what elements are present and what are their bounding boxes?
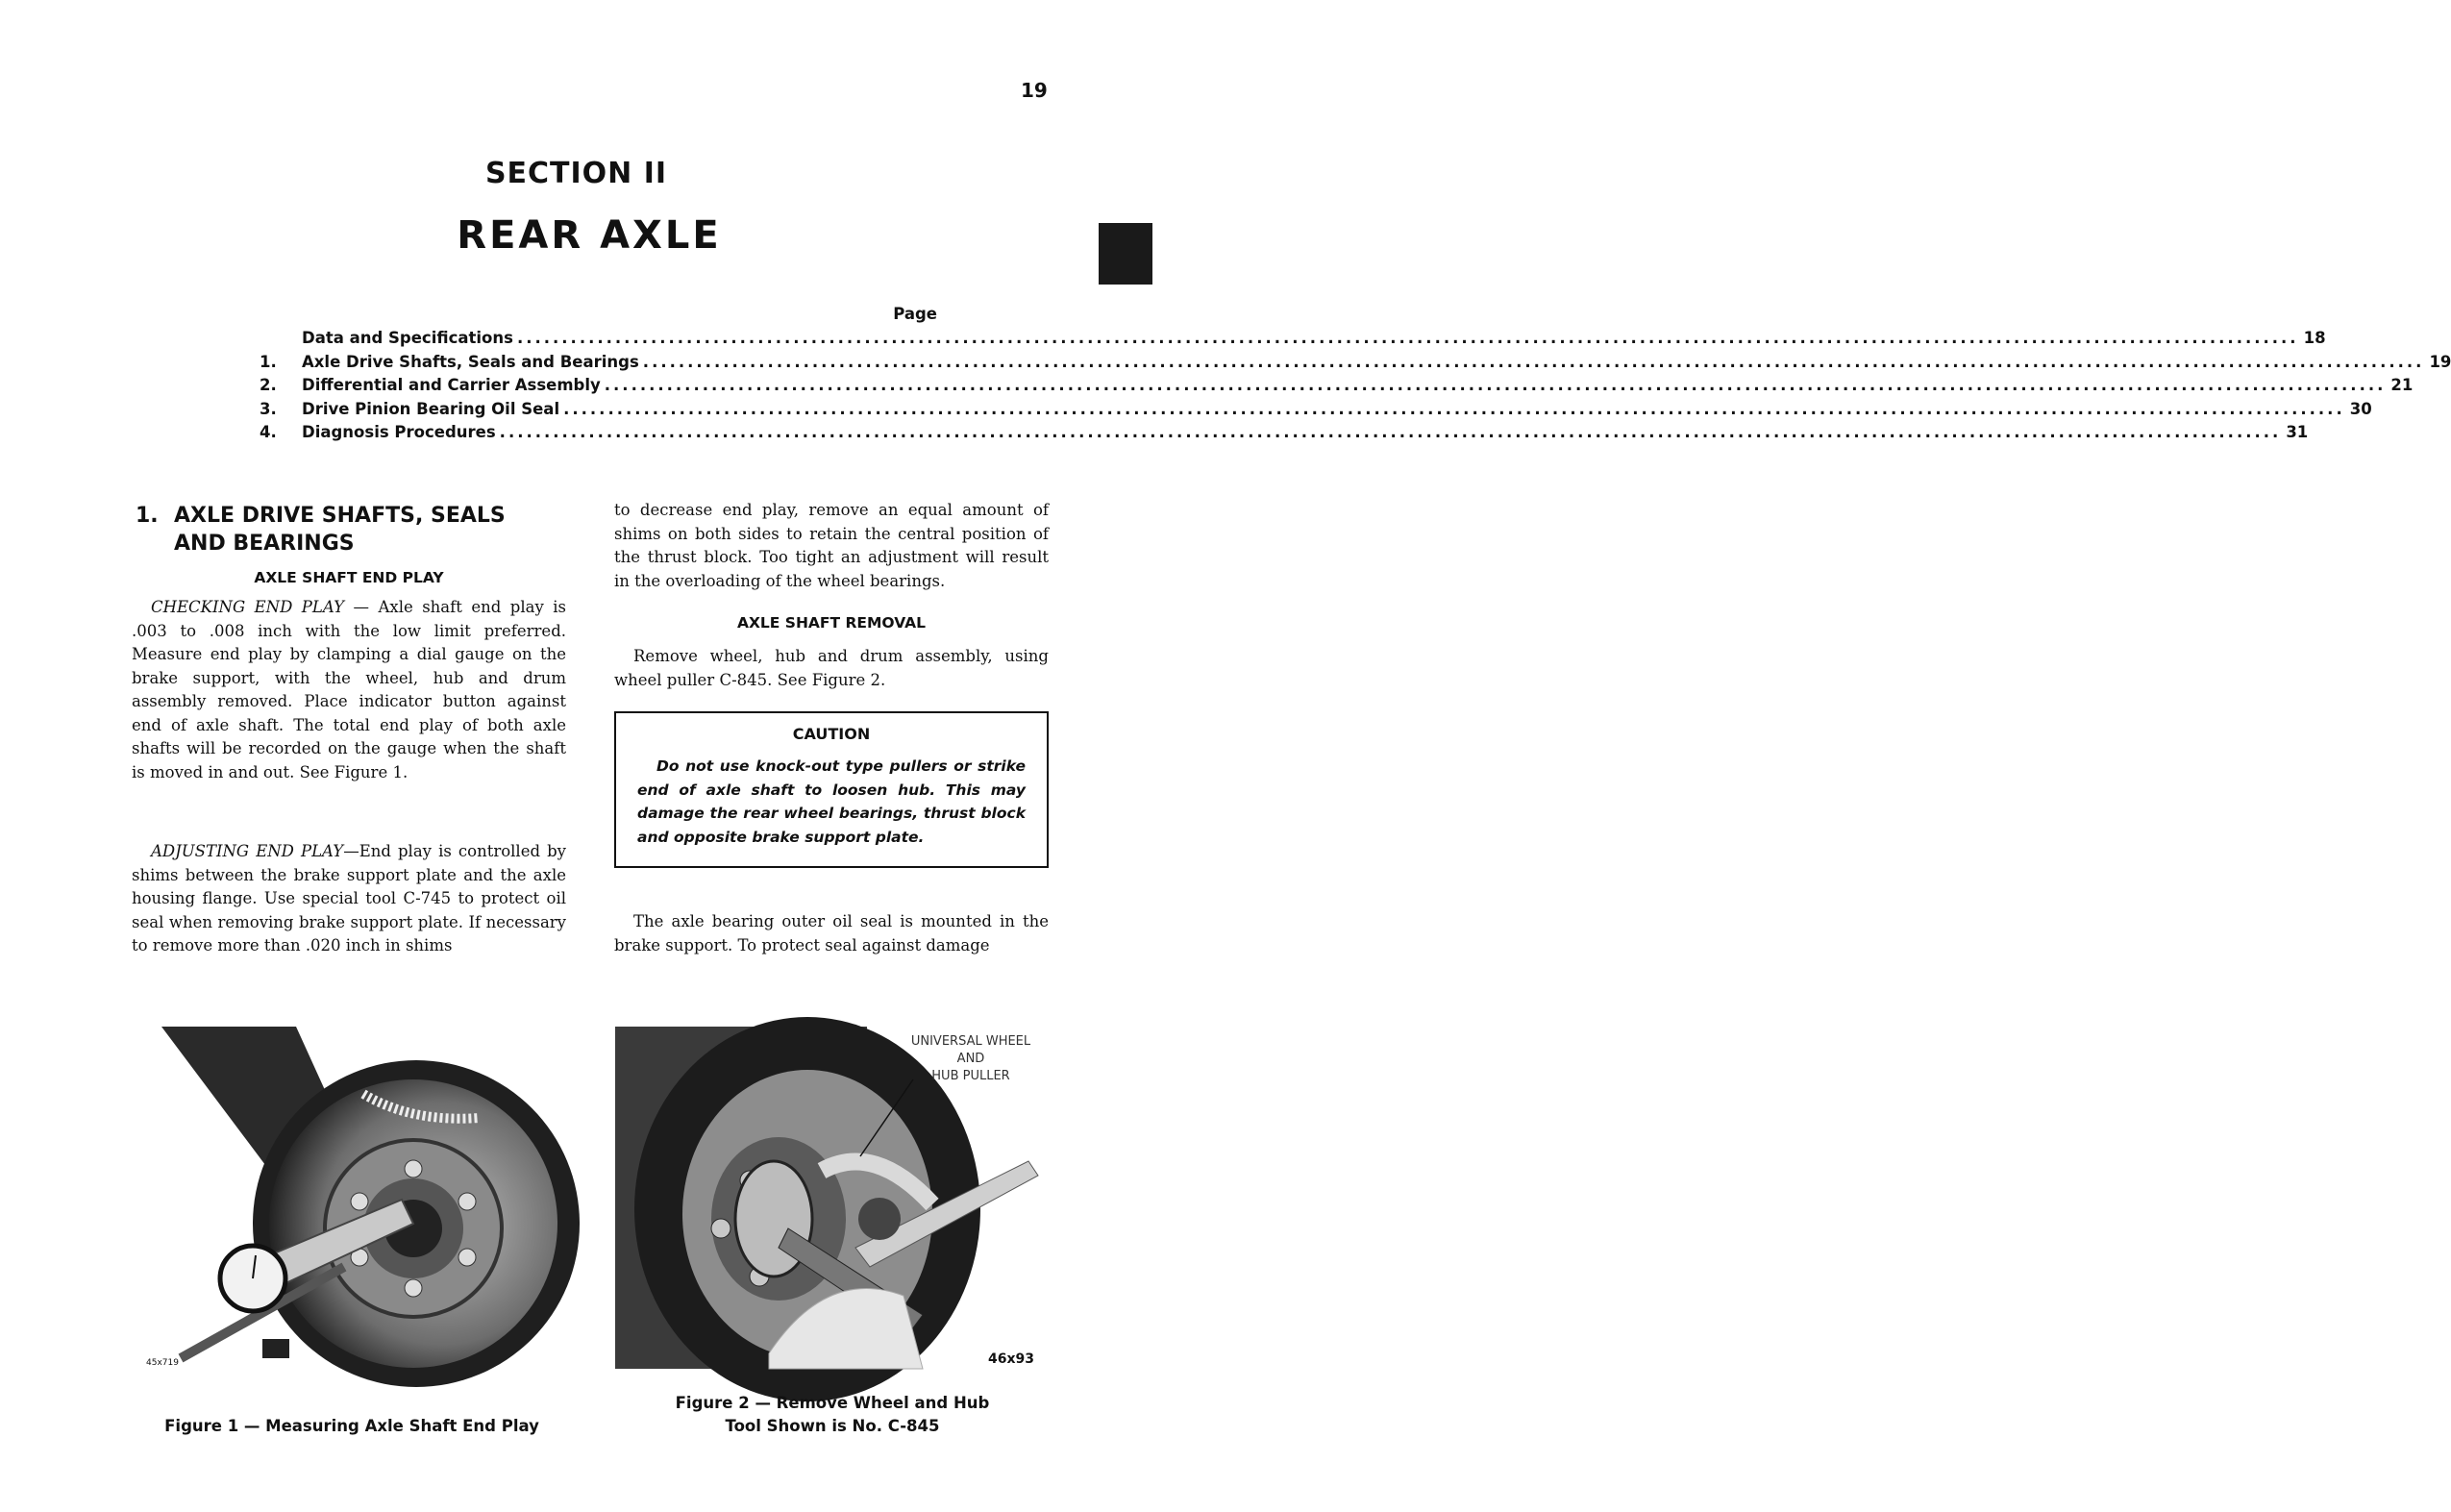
figure2-caption-line2: Tool Shown is No. C-845 bbox=[725, 1417, 940, 1435]
section-title: REAR AXLE bbox=[457, 213, 722, 258]
page-number: 19 bbox=[1021, 79, 1048, 102]
toc-leader-dots: ........................................................................................................................................................................................................ bbox=[499, 423, 2282, 441]
section-heading-line1: AXLE DRIVE SHAFTS, SEALS bbox=[174, 504, 506, 528]
toc-item-number: 2. bbox=[260, 376, 277, 394]
left-column bbox=[132, 502, 566, 958]
right-column bbox=[614, 499, 1049, 957]
toc-item-title: Differential and Carrier Assembly bbox=[302, 376, 601, 394]
figure2-label-line1: UNIVERSAL WHEEL bbox=[910, 1034, 1031, 1049]
toc-leader-dots: ........................................................................................................................................................................................................ bbox=[642, 352, 2425, 371]
figure1-brake-dial-gauge-image bbox=[161, 1027, 565, 1378]
toc-item-number: 1. bbox=[260, 352, 277, 371]
toc-item-page: 18 bbox=[2303, 329, 2326, 347]
toc-item-title: Data and Specifications bbox=[302, 329, 513, 347]
figure2-caption bbox=[615, 1392, 1050, 1438]
figure2-label-line3: HUB PULLER bbox=[931, 1069, 1010, 1083]
checking-end-play-text: — Axle shaft end play is .003 to .008 inch with the low limit preferred. Measure end play by clamping a dial gauge on the brake support, with the wheel, hub and drum assembly removed. Place indicator button against end of axle shaft. The total end play of both axle shafts will be recorded on the gauge when the shaft is moved in and out. See Figure 1. bbox=[132, 598, 566, 781]
toc-item-number: 3. bbox=[260, 399, 277, 418]
shims-paragraph: to decrease end play, remove an equal amount of shims on both sides to retain the central position of the thrust block. Too tight an adjustment will result in the overloading of the wheel bearings. bbox=[614, 501, 1049, 590]
toc-item-page: 31 bbox=[2286, 423, 2309, 441]
figure2-label-line2: AND bbox=[956, 1052, 985, 1066]
subheading-end-play: AXLE SHAFT END PLAY bbox=[254, 569, 444, 586]
figure2-tool-label bbox=[894, 1033, 1048, 1085]
table-of-contents bbox=[260, 302, 2451, 445]
figure1-photo-code: 45x719 bbox=[146, 1358, 179, 1368]
section-label: SECTION II bbox=[484, 157, 668, 190]
toc-item-page: 21 bbox=[2390, 376, 2414, 394]
toc-item-title: Axle Drive Shafts, Seals and Bearings bbox=[302, 352, 639, 371]
figure2-caption-line1: Figure 2 — Remove Wheel and Hub bbox=[675, 1394, 990, 1412]
toc-row bbox=[260, 421, 2309, 445]
toc-row bbox=[260, 351, 2451, 375]
figure2-photo-code: 46x93 bbox=[988, 1351, 1034, 1367]
adjusting-end-play-text: —End play is controlled by shims between the brake support plate and the axle housing flange. Use special tool C-745 to protect oil seal when removing brake support plate. If necessary to remove more than .020 inch in shims bbox=[132, 842, 566, 954]
section-heading-number: 1. bbox=[136, 504, 159, 528]
toc-page-header: Page bbox=[893, 305, 937, 323]
section-heading bbox=[136, 502, 566, 558]
adjusting-end-play-lead: ADJUSTING END PLAY bbox=[151, 842, 344, 860]
caution-title: CAUTION bbox=[792, 725, 871, 743]
toc-item-title: Drive Pinion Bearing Oil Seal bbox=[302, 399, 560, 418]
checking-end-play-lead: CHECKING END PLAY bbox=[151, 598, 345, 616]
adjusting-end-play-paragraph bbox=[132, 840, 566, 958]
removal-paragraph: Remove wheel, hub and drum assembly, using wheel puller C-845. See Figure 2. bbox=[614, 647, 1049, 689]
toc-leader-dots: ........................................................................................................................................................................................................ bbox=[516, 329, 2299, 347]
toc-item-page: 19 bbox=[2429, 352, 2451, 371]
toc-row bbox=[260, 398, 2372, 422]
toc-item-number: 4. bbox=[260, 423, 277, 441]
subheading-shaft-removal: AXLE SHAFT REMOVAL bbox=[736, 614, 927, 632]
caution-text: Do not use knock-out type pullers or strike end of axle shaft to loosen hub. This may damage the rear wheel bearings, thrust block and opposite brake support plate. bbox=[637, 757, 1026, 846]
toc-item-title: Diagnosis Procedures bbox=[302, 423, 496, 441]
section-heading-line2: AND BEARINGS bbox=[174, 532, 355, 556]
caution-box bbox=[614, 711, 1049, 868]
figure1-caption: Figure 1 — Measuring Axle Shaft End Play bbox=[164, 1417, 539, 1435]
checking-end-play-paragraph bbox=[132, 596, 566, 784]
toc-leader-dots: ........................................................................................................................................................................................................ bbox=[563, 399, 2345, 418]
toc-row bbox=[260, 374, 2414, 398]
toc-item-page: 30 bbox=[2349, 399, 2372, 418]
toc-leader-dots: ........................................................................................................................................................................................................ bbox=[604, 376, 2387, 394]
oil-seal-paragraph: The axle bearing outer oil seal is mounted in the brake support. To protect seal against damage bbox=[614, 912, 1049, 954]
toc-row bbox=[260, 327, 2326, 351]
